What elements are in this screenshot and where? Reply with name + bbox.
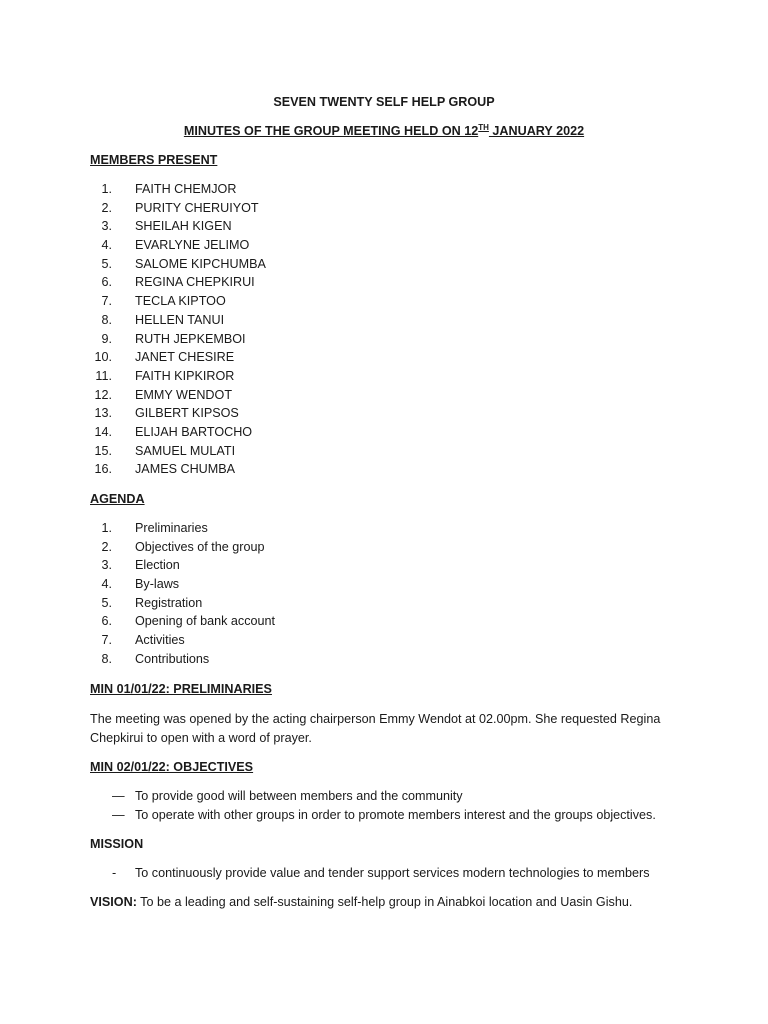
list-item-number-text: 12. [94, 387, 112, 402]
list-item-text: SHEILAH KIGEN [135, 219, 232, 234]
list-item-text: JAMES CHUMBA [135, 462, 236, 477]
list-item-text: ELIJAH BARTOCHO [135, 424, 253, 439]
list-item-text: HELLEN TANUI [135, 312, 225, 327]
list-item-number-text: 10. [94, 350, 112, 365]
list-item-number-text: 15. [94, 443, 112, 458]
list-item-text: EMMY WENDOT [135, 387, 233, 402]
list-item-text: RUTH JEPKEMBOI [135, 331, 246, 346]
subtitle-superscript: TH [478, 122, 489, 132]
list-item-number-text: 8. [101, 651, 112, 666]
list-item-number-text: 7. [101, 633, 112, 648]
list-item-text: Preliminaries [135, 521, 208, 535]
document-subtitle [0, 122, 768, 141]
list-item-text: GILBERT KIPSOS [135, 406, 239, 421]
subtitle-text-before: MINUTES OF THE GROUP MEETING HELD ON 12 [183, 124, 479, 138]
list-item-number-text: 9. [101, 331, 112, 346]
list-item-text: FAITH CHEMJOR [135, 182, 237, 196]
vision-text: To be a leading and self-sustaining self-help group in Ainabkoi location and Uasin Gishu. [136, 895, 633, 909]
members-heading: MEMBERS PRESENT [90, 153, 218, 167]
list-item-text: Objectives of the group [135, 539, 265, 554]
list-item-number-text: 13. [94, 406, 112, 421]
list-item-number-text: 4. [101, 577, 112, 592]
list-item-text: Election [135, 558, 180, 573]
vision-label: VISION: [90, 895, 137, 909]
list-item-number-text: 5. [101, 256, 112, 271]
list-item-text: TECLA KIPTOO [135, 294, 226, 309]
min1-paragraph-line1: The meeting was opened by the acting chairperson Emmy Wendot at 02.00pm. She requested Regina [90, 712, 661, 726]
bullet-text: To continuously provide value and tender support services modern technologies to members [135, 866, 650, 880]
list-item-text: Opening of bank account [135, 614, 276, 629]
list-item-number-text: 6. [101, 275, 112, 290]
bullet-text: To provide good will between members and the community [135, 789, 463, 803]
list-item-number-text: 16. [94, 462, 112, 477]
list-item-text: By-laws [135, 577, 180, 592]
list-item-number-text: 6. [101, 614, 112, 629]
bullet-mark: — [112, 789, 125, 803]
list-item-number-text: 5. [101, 595, 112, 610]
list-item-text: Contributions [135, 651, 210, 666]
list-item-text: Activities [135, 633, 185, 648]
list-item-number-text: 2. [101, 539, 112, 554]
min1-heading: MIN 01/01/22: PRELIMINARIES [90, 682, 272, 696]
list-item-text: Registration [135, 595, 203, 610]
list-item-text: JANET CHESIRE [135, 350, 235, 365]
list-item-text: FAITH KIPKIROR [135, 368, 235, 383]
min2-heading: MIN 02/01/22: OBJECTIVES [90, 760, 254, 774]
list-item-text: SAMUEL MULATI [135, 443, 236, 458]
agenda-heading: AGENDA [90, 492, 145, 506]
mission-heading: MISSION [90, 837, 144, 851]
min1-paragraph-line2: Chepkirui to open with a word of prayer. [90, 731, 312, 745]
list-item-number-text: 3. [101, 558, 112, 573]
list-item-text: SALOME KIPCHUMBA [135, 256, 266, 271]
list-item-number-text: 1. [101, 182, 112, 196]
subtitle-text-after: JANUARY 2022 [488, 124, 585, 138]
bullet-mark: — [112, 808, 125, 822]
list-item-number-text: 2. [101, 200, 112, 215]
list-item-text: PURITY CHERUIYOT [135, 200, 259, 215]
bullet-text: To operate with other groups in order to promote members interest and the groups objectives. [135, 808, 656, 822]
list-item-number-text: 8. [101, 312, 112, 327]
list-item-number-text: 4. [101, 238, 112, 253]
vision-statement [90, 893, 632, 912]
list-item-number-text: 14. [94, 424, 112, 439]
bullet-mark: - [112, 866, 117, 880]
document-title: SEVEN TWENTY SELF HELP GROUP [273, 95, 495, 109]
list-item-text: REGINA CHEPKIRUI [135, 275, 255, 290]
list-item-number-text: 7. [101, 294, 112, 309]
list-item-number-text: 11. [95, 368, 112, 383]
list-item-number-text: 3. [101, 219, 112, 234]
list-item-number-text: 1. [101, 521, 112, 535]
list-item-text: EVARLYNE JELIMO [135, 238, 250, 253]
